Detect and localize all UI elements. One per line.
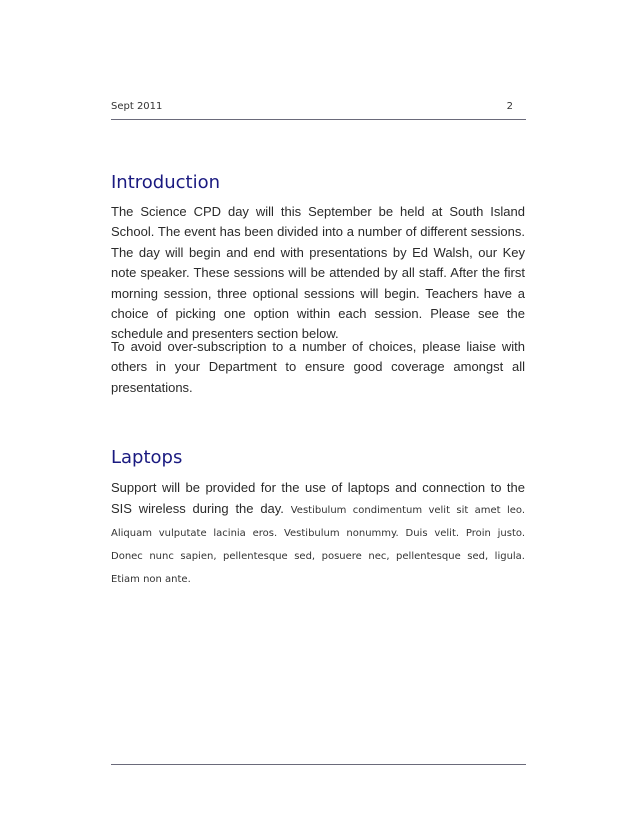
header-date: Sept 2011: [111, 101, 163, 112]
header-divider: [111, 119, 526, 120]
footer-divider: [111, 764, 526, 765]
page-header: [111, 101, 526, 119]
page-number: 2: [506, 101, 513, 112]
laptops-paragraph: [111, 477, 525, 590]
introduction-paragraph-1: The Science CPD day will this September be held at South Island School. The event has been divided into a number of different sessions. The day will begin and end with presentations by Ed Walsh, our Key note speaker. These sessions will be attended by all staff. After the first morning session, three optional sessions will begin. Teachers have a choice of picking one option within each session. Please see the schedule and presenters section below.: [111, 204, 525, 342]
laptops-placeholder-text: Vestibulum condimentum velit sit amet leo. Aliquam vulputate lacinia eros. Vestibulum nonummy. Duis velit. Proin justo. Donec nunc sapien, pellentesque sed, posuere nec, pellentesque sed, ligula. Etiam non ante.: [111, 505, 525, 585]
introduction-paragraph-2: To avoid over-subscription to a number of choices, please liaise with others in your Department to ensure good coverage amongst all presentations.: [111, 339, 525, 395]
introduction-heading: Introduction: [111, 172, 221, 193]
laptops-support-text: Support will be provided for the use of laptops and connection to the SIS wireless during the day.: [111, 480, 525, 516]
laptops-heading: Laptops: [111, 447, 183, 468]
